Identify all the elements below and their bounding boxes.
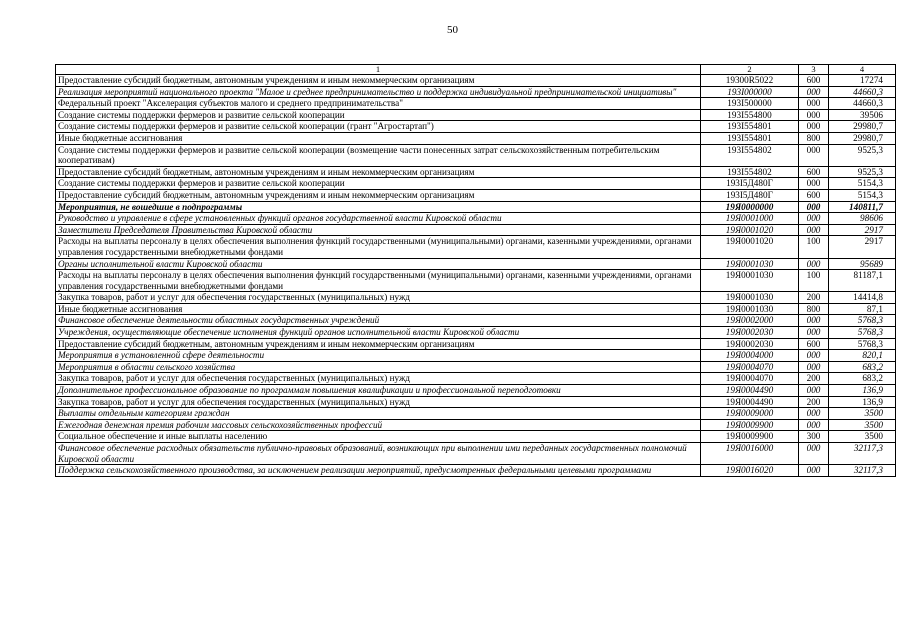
row-expense-type-cell: 600 xyxy=(799,189,829,201)
row-expense-type-cell: 000 xyxy=(799,98,829,110)
row-expense-type-cell: 100 xyxy=(799,236,829,258)
table-row xyxy=(56,303,896,315)
row-code-cell: 19Я0016000 xyxy=(701,443,799,465)
table-row xyxy=(56,408,896,420)
row-amount-cell: 29980,7 xyxy=(829,132,896,144)
row-code-cell: 19Я0002000 xyxy=(701,315,799,327)
row-code-cell: 193I554802 xyxy=(701,144,799,166)
row-name-cell: Социальное обеспечение и иные выплаты населению xyxy=(56,431,701,443)
row-code-cell: 193I554801 xyxy=(701,121,799,133)
row-code-cell: 19Я0004490 xyxy=(701,385,799,397)
row-name-cell: Мероприятия, не вошедшие в подпрограммы xyxy=(56,201,701,213)
table-row xyxy=(56,327,896,339)
row-code-cell: 19Я0016020 xyxy=(701,465,799,477)
row-name-cell: Иные бюджетные ассигнования xyxy=(56,132,701,144)
row-expense-type-cell: 200 xyxy=(799,396,829,408)
row-expense-type-cell: 000 xyxy=(799,178,829,190)
row-code-cell: 19Я0001020 xyxy=(701,224,799,236)
row-amount-cell: 683,2 xyxy=(829,361,896,373)
row-amount-cell: 2917 xyxy=(829,224,896,236)
row-expense-type-cell: 000 xyxy=(799,327,829,339)
row-expense-type-cell: 000 xyxy=(799,121,829,133)
row-name-cell: Финансовое обеспечение расходных обязательств публично-правовых образований, возникающих при выполнении ими переданных государственных полномочий Кировской области xyxy=(56,443,701,465)
row-code-cell: 19Я0002030 xyxy=(701,327,799,339)
row-name-cell: Иные бюджетные ассигнования xyxy=(56,303,701,315)
header-col-4: 4 xyxy=(829,65,896,75)
row-amount-cell: 98606 xyxy=(829,213,896,225)
row-expense-type-cell: 000 xyxy=(799,144,829,166)
row-amount-cell: 32117,3 xyxy=(829,465,896,477)
row-code-cell: 19Я0009900 xyxy=(701,419,799,431)
row-code-cell: 193I5Д480Г xyxy=(701,189,799,201)
row-amount-cell: 5768,3 xyxy=(829,315,896,327)
row-name-cell: Создание системы поддержки фермеров и развитие сельской кооперации xyxy=(56,178,701,190)
row-name-cell: Закупка товаров, работ и услуг для обеспечения государственных (муниципальных) нужд xyxy=(56,292,701,304)
row-name-cell: Предоставление субсидий бюджетным, автономным учреждениям и иным некоммерческим организациям xyxy=(56,166,701,178)
row-expense-type-cell: 600 xyxy=(799,166,829,178)
row-code-cell: 19Я0001030 xyxy=(701,258,799,270)
row-code-cell: 19Я0004070 xyxy=(701,373,799,385)
table-row xyxy=(56,258,896,270)
row-expense-type-cell: 000 xyxy=(799,361,829,373)
row-code-cell: 193I000000 xyxy=(701,86,799,98)
row-amount-cell: 95689 xyxy=(829,258,896,270)
row-amount-cell: 2917 xyxy=(829,236,896,258)
row-name-cell: Выплаты отдельным категориям граждан xyxy=(56,408,701,420)
row-name-cell: Предоставление субсидий бюджетным, автономным учреждениям и иным некоммерческим организациям xyxy=(56,75,701,87)
row-code-cell: 19Я0009000 xyxy=(701,408,799,420)
row-code-cell: 19Я0004490 xyxy=(701,396,799,408)
row-amount-cell: 39506 xyxy=(829,109,896,121)
row-expense-type-cell: 000 xyxy=(799,224,829,236)
row-amount-cell: 14414,8 xyxy=(829,292,896,304)
row-name-cell: Закупка товаров, работ и услуг для обеспечения государственных (муниципальных) нужд xyxy=(56,396,701,408)
row-amount-cell: 136,9 xyxy=(829,385,896,397)
table-row xyxy=(56,443,896,465)
row-name-cell: Создание системы поддержки фермеров и развитие сельской кооперации (возмещение части понесенных затрат сельскохозяйственным потребительским кооперативам) xyxy=(56,144,701,166)
row-name-cell: Закупка товаров, работ и услуг для обеспечения государственных (муниципальных) нужд xyxy=(56,373,701,385)
row-name-cell: Учреждения, осуществляющие обеспечение исполнения функций органов исполнительной власти Кировской области xyxy=(56,327,701,339)
row-name-cell: Федеральный проект "Акселерация субъектов малого и среднего предпринимательства" xyxy=(56,98,701,110)
row-amount-cell: 81187,1 xyxy=(829,270,896,292)
table-row xyxy=(56,373,896,385)
table-row xyxy=(56,213,896,225)
row-expense-type-cell: 000 xyxy=(799,385,829,397)
table-row xyxy=(56,431,896,443)
row-name-cell: Поддержка сельскохозяйственного производства, за исключением реализации мероприятий, предусмотренных федеральными целевыми программами xyxy=(56,465,701,477)
table-row xyxy=(56,236,896,258)
row-amount-cell: 9525,3 xyxy=(829,144,896,166)
row-name-cell: Реализация мероприятий национального проекта "Малое и среднее предпринимательство и поддержка индивидуальной предпринимательской инициативы" xyxy=(56,86,701,98)
row-expense-type-cell: 000 xyxy=(799,419,829,431)
table-row xyxy=(56,315,896,327)
row-expense-type-cell: 200 xyxy=(799,373,829,385)
row-amount-cell: 5768,3 xyxy=(829,338,896,350)
row-expense-type-cell: 200 xyxy=(799,292,829,304)
table-row xyxy=(56,350,896,362)
row-amount-cell: 3500 xyxy=(829,408,896,420)
row-code-cell: 19Я0001030 xyxy=(701,270,799,292)
row-amount-cell: 820,1 xyxy=(829,350,896,362)
row-amount-cell: 17274 xyxy=(829,75,896,87)
page-number: 50 xyxy=(447,24,458,36)
table-row xyxy=(56,121,896,133)
row-code-cell: 193I500000 xyxy=(701,98,799,110)
row-amount-cell: 87,1 xyxy=(829,303,896,315)
row-name-cell: Заместители Председателя Правительства Кировской области xyxy=(56,224,701,236)
row-code-cell: 19Я0004070 xyxy=(701,361,799,373)
row-expense-type-cell: 800 xyxy=(799,303,829,315)
row-code-cell: 19Я0001030 xyxy=(701,292,799,304)
budget-table xyxy=(55,64,896,477)
row-code-cell: 193I554802 xyxy=(701,166,799,178)
row-amount-cell: 5154,3 xyxy=(829,189,896,201)
row-code-cell: 19300R5022 xyxy=(701,75,799,87)
row-expense-type-cell: 000 xyxy=(799,258,829,270)
row-code-cell: 19Я0009900 xyxy=(701,431,799,443)
row-code-cell: 193I554800 xyxy=(701,109,799,121)
table-row xyxy=(56,109,896,121)
table-row xyxy=(56,396,896,408)
row-amount-cell: 44660,3 xyxy=(829,86,896,98)
header-col-1: 1 xyxy=(56,65,701,75)
table-row xyxy=(56,144,896,166)
row-amount-cell: 32117,3 xyxy=(829,443,896,465)
row-expense-type-cell: 300 xyxy=(799,431,829,443)
row-expense-type-cell: 000 xyxy=(799,109,829,121)
row-name-cell: Органы исполнительной власти Кировской области xyxy=(56,258,701,270)
row-code-cell: 19Я0001020 xyxy=(701,236,799,258)
row-expense-type-cell: 000 xyxy=(799,465,829,477)
row-expense-type-cell: 600 xyxy=(799,75,829,87)
row-expense-type-cell: 000 xyxy=(799,86,829,98)
table-row xyxy=(56,419,896,431)
table-row xyxy=(56,178,896,190)
row-amount-cell: 3500 xyxy=(829,419,896,431)
table-row xyxy=(56,189,896,201)
row-name-cell: Расходы на выплаты персоналу в целях обеспечения выполнения функций государственными (муниципальными) органами, казенными учреждениями, органами управления государственными внебюджетными фондами xyxy=(56,236,701,258)
table-row xyxy=(56,224,896,236)
row-amount-cell: 140811,7 xyxy=(829,201,896,213)
row-code-cell: 19Я0002030 xyxy=(701,338,799,350)
table-row xyxy=(56,86,896,98)
table-row xyxy=(56,465,896,477)
row-expense-type-cell: 800 xyxy=(799,132,829,144)
table-row xyxy=(56,75,896,87)
row-expense-type-cell: 600 xyxy=(799,338,829,350)
row-name-cell: Дополнительное профессиональное образование по программам повышения квалификации и профессиональной переподготовки xyxy=(56,385,701,397)
table-row xyxy=(56,338,896,350)
row-amount-cell: 44660,3 xyxy=(829,98,896,110)
row-amount-cell: 3500 xyxy=(829,431,896,443)
row-code-cell: 19Я0001000 xyxy=(701,213,799,225)
table-row xyxy=(56,270,896,292)
row-name-cell: Мероприятия в области сельского хозяйства xyxy=(56,361,701,373)
row-name-cell: Расходы на выплаты персоналу в целях обеспечения выполнения функций государственными (муниципальными) органами, казенными учреждениями, органами управления государственными внебюджетными фондами xyxy=(56,270,701,292)
row-code-cell: 193I554801 xyxy=(701,132,799,144)
row-amount-cell: 683,2 xyxy=(829,373,896,385)
table-row xyxy=(56,166,896,178)
row-amount-cell: 5154,3 xyxy=(829,178,896,190)
table-row xyxy=(56,132,896,144)
row-name-cell: Мероприятия в установленной сфере деятельности xyxy=(56,350,701,362)
row-amount-cell: 29980,7 xyxy=(829,121,896,133)
row-code-cell: 193I5Д480Г xyxy=(701,178,799,190)
row-expense-type-cell: 100 xyxy=(799,270,829,292)
row-expense-type-cell: 000 xyxy=(799,350,829,362)
table-header-row xyxy=(56,65,896,75)
header-col-3: 3 xyxy=(799,65,829,75)
row-expense-type-cell: 000 xyxy=(799,213,829,225)
table-row xyxy=(56,361,896,373)
table-row xyxy=(56,385,896,397)
row-expense-type-cell: 000 xyxy=(799,201,829,213)
row-name-cell: Создание системы поддержки фермеров и развитие сельской кооперации xyxy=(56,109,701,121)
row-code-cell: 19Я0000000 xyxy=(701,201,799,213)
row-name-cell: Предоставление субсидий бюджетным, автономным учреждениям и иным некоммерческим организациям xyxy=(56,338,701,350)
row-expense-type-cell: 000 xyxy=(799,315,829,327)
row-expense-type-cell: 000 xyxy=(799,443,829,465)
row-name-cell: Создание системы поддержки фермеров и развитие сельской кооперации (грант "Агростартап") xyxy=(56,121,701,133)
row-name-cell: Финансовое обеспечение деятельности областных государственных учреждений xyxy=(56,315,701,327)
table-row xyxy=(56,201,896,213)
row-name-cell: Ежегодная денежная премия рабочим массовых сельскохозяйственных профессий xyxy=(56,419,701,431)
table-row xyxy=(56,98,896,110)
row-name-cell: Предоставление субсидий бюджетным, автономным учреждениям и иным некоммерческим организациям xyxy=(56,189,701,201)
row-amount-cell: 136,9 xyxy=(829,396,896,408)
row-amount-cell: 9525,3 xyxy=(829,166,896,178)
row-code-cell: 19Я0001030 xyxy=(701,303,799,315)
row-name-cell: Руководство и управление в сфере установленных функций органов государственной власти Кировской области xyxy=(56,213,701,225)
header-col-2: 2 xyxy=(701,65,799,75)
table-row xyxy=(56,292,896,304)
row-expense-type-cell: 000 xyxy=(799,408,829,420)
row-amount-cell: 5768,3 xyxy=(829,327,896,339)
row-code-cell: 19Я0004000 xyxy=(701,350,799,362)
